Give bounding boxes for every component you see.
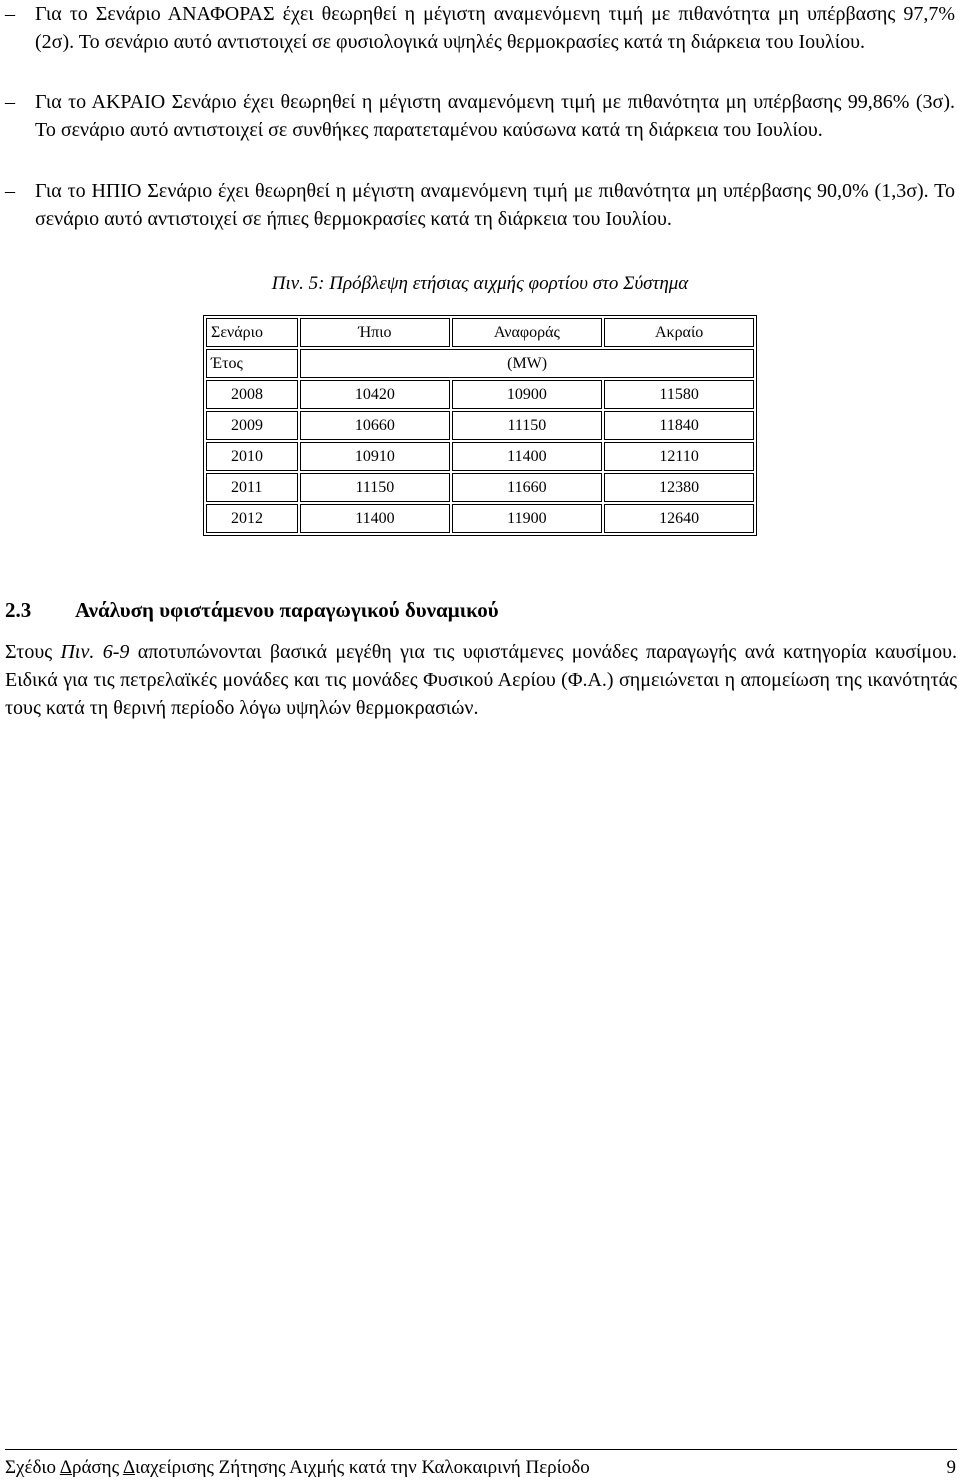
footer-divider <box>5 1449 957 1450</box>
bullet-dash: – <box>5 3 15 25</box>
table-row <box>206 504 754 533</box>
table-cell: 11150 <box>300 473 449 502</box>
bullet-text: Για το ΑΚΡΑΙΟ Σενάριο έχει θεωρηθεί η μέγιστη αναμενόμενη τιμή με πιθανότητα μη υπέρβασης 99,86% (3σ). Το σενάριο αυτό αντιστοιχεί σε συνθήκες παρατεταμένου καύσωνα κατά τη διάρκεια του Ιουλίου. <box>35 91 955 141</box>
table-cell: 11150 <box>452 411 603 440</box>
table-cell: 12640 <box>604 504 754 533</box>
footer-word: Σχέδιο <box>5 1457 57 1478</box>
table-header-cell: Αναφοράς <box>452 318 603 347</box>
table-cell: 11660 <box>452 473 603 502</box>
table-cell: 10910 <box>300 442 449 471</box>
table-cell: 12380 <box>604 473 754 502</box>
table-cell: 12110 <box>604 442 754 471</box>
table-cell: 2009 <box>206 411 298 440</box>
page-number: 9 <box>946 1457 956 1478</box>
table-cell: 11900 <box>452 504 603 533</box>
table-header-row <box>206 318 754 347</box>
table-cell: 10420 <box>300 380 449 409</box>
footer-word: ράσης <box>71 1457 120 1478</box>
table-header-cell: Ήπιο <box>300 318 449 347</box>
bullet-text: Για το Σενάριο ΑΝΑΦΟΡΑΣ έχει θεωρηθεί η μέγιστη αναμενόμενη τιμή με πιθανότητα μη υπέρβασης 97,7% (2σ). Το σενάριο αυτό αντιστοιχεί σε φυσιολογικά υψηλές θερμοκρασίες κατά τη διάρκεια του Ιουλίου. <box>35 3 955 53</box>
table-cell: 10900 <box>452 380 603 409</box>
section-title: Ανάλυση υφιστάμενου παραγωγικού δυναμικού <box>75 598 499 622</box>
footer-word: ιαχείρισης Ζήτησης Αιχμής κατά την Καλοκαιρινή Περίοδο <box>135 1457 590 1478</box>
body-paragraph <box>5 638 957 722</box>
table-header-cell: Έτος <box>206 349 298 378</box>
paragraph-text: Στους <box>5 641 61 663</box>
table-cell: 11580 <box>604 380 754 409</box>
bullet-dash: – <box>5 91 15 113</box>
table-header-cell: (MW) <box>300 349 754 378</box>
bullet-item-extreme-scenario <box>5 88 957 144</box>
table-cell: 2010 <box>206 442 298 471</box>
footer-underlined-letter: Δ <box>59 1457 72 1478</box>
paragraph-text: αποτυπώνονται βασικά μεγέθη για τις υφιστάμενες μονάδες παραγωγής ανά κατηγορία καυσίμου. Ειδικά για τις πετρελαϊκές μονάδες και τις μονάδες Φυσικού Αερίου (Φ.Α.) σημειώνεται η απομείωση της ικανότητάς τους κατά τη θερινή περίοδο λόγω υψηλών θερμοκρασιών. <box>5 641 958 719</box>
table-cell: 11840 <box>604 411 754 440</box>
table-cell: 2011 <box>206 473 298 502</box>
table-reference: Πιν. 6-9 <box>60 641 130 663</box>
table-row <box>206 473 754 502</box>
bullet-item-reference-scenario <box>5 0 957 56</box>
table-cell: 11400 <box>452 442 603 471</box>
table-header-cell: Ακραίο <box>604 318 754 347</box>
table-caption: Πιν. 5: Πρόβλεψη ετήσιας αιχμής φορτίου στο Σύστημα <box>271 273 689 294</box>
section-heading <box>5 596 499 624</box>
table-header-row <box>206 349 754 378</box>
bullet-item-mild-scenario <box>5 177 957 233</box>
footer-title <box>5 1456 590 1480</box>
table-cell: 2008 <box>206 380 298 409</box>
bullet-text: Για το ΗΠΙΟ Σενάριο έχει θεωρηθεί η μέγιστη αναμενόμενη τιμή με πιθανότητα μη υπέρβασης 90,0% (1,3σ). Το σενάριο αυτό αντιστοιχεί σε ήπιες θερμοκρασίες κατά τη διάρκεια του Ιουλίου. <box>35 180 955 230</box>
peak-load-forecast-table <box>203 315 757 536</box>
bullet-dash: – <box>5 180 15 202</box>
table-cell: 2012 <box>206 504 298 533</box>
section-number: 2.3 <box>5 598 32 622</box>
footer-underlined-letter: Δ <box>122 1457 136 1478</box>
table-header-cell: Σενάριο <box>206 318 298 347</box>
table-cell: 10660 <box>300 411 449 440</box>
table-cell: 11400 <box>300 504 449 533</box>
table-row <box>206 380 754 409</box>
table-row <box>206 442 754 471</box>
table-row <box>206 411 754 440</box>
